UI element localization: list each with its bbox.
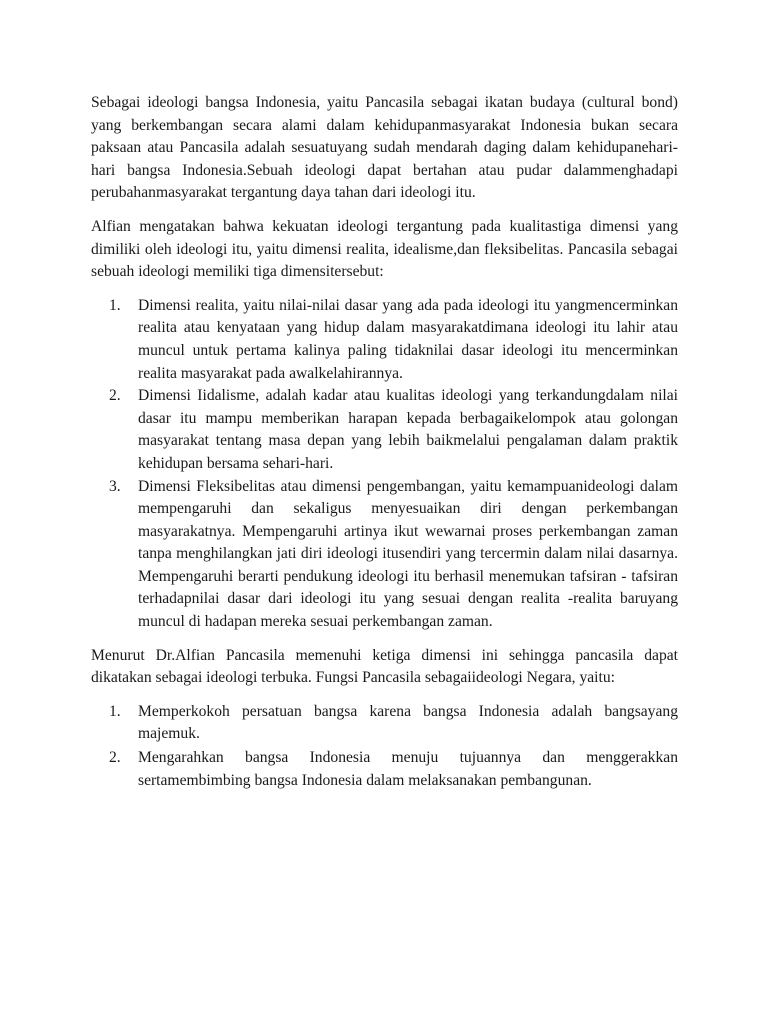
- list-item: [109, 385, 678, 475]
- list-item-number: 1.: [109, 702, 121, 720]
- list-item: [109, 295, 678, 385]
- list-item-number: 3.: [109, 477, 121, 495]
- list-item-text: Dimensi Fleksibelitas atau dimensi pengembangan, yaitu kemampuanideologi dalam mempengaruhi dan sekaligus menyesuaikan diri dengan perkembangan masyarakatnya. Mempengaruhi artinya ikut wewarnai proses perkembangan zaman tanpa menghilangkan jati diri ideologi itusendiri yang tercermin dalam nilai dasarnya. Mempengaruhi berarti pendukung ideologi itu berhasil menemukan tafsiran - tafsiran terhadapnilai dasar dari ideologi itu yang sesuai dengan realita -realita baruyang muncul di hadapan mereka sesuai perkembangan zaman.: [138, 477, 678, 631]
- paragraph-alfian-dimensions: Alfian mengatakan bahwa kekuatan ideologi tergantung pada kualitastiga dimensi yang dimiliki oleh ideologi itu, yaitu dimensi realita, idealisme,dan fleksibelitas. Pancasila sebagai sebuah ideologi memiliki tiga dimensitersebut:: [91, 217, 678, 281]
- document-page: [91, 92, 678, 803]
- list-item-text: Dimensi Iidalisme, adalah kadar atau kualitas ideologi yang terkandungdalam nilai dasar itu mampu memberikan harapan kepada berbagaikelompok atau golongan masyarakat tentang masa depan yang lebih baikmelalui pengalaman dalam praktik kehidupan bersama sehari-hari.: [138, 387, 678, 472]
- list-item-number: 2.: [109, 749, 121, 767]
- list-item-text: Memperkokoh persatuan bangsa karena bangsa Indonesia adalah bangsayang majemuk.: [138, 702, 678, 743]
- list-item-text: Dimensi realita, yaitu nilai-nilai dasar yang ada pada ideologi itu yangmencerminkan realita atau kenyataan yang hidup dalam masyarakatdimana ideologi itu lahir atau muncul untuk pertama kalinya paling tidaknilai dasar ideologi itu mencerminkan realita masyarakat pada awalkelahirannya.: [138, 296, 678, 382]
- list-item: [109, 701, 678, 746]
- list-item: [109, 747, 678, 792]
- function-list: [91, 701, 678, 792]
- dimension-list: [91, 295, 678, 634]
- list-item-number: 1.: [109, 296, 121, 314]
- list-item: [109, 476, 678, 634]
- list-item-text: Mengarahkan bangsa Indonesia menuju tujuannya dan menggerakkan sertamembimbing bangsa Indonesia dalam melaksanakan pembangunan.: [138, 749, 678, 789]
- paragraph-intro: Sebagai ideologi bangsa Indonesia, yaitu Pancasila sebagai ikatan budaya (cultural bond) yang berkembangan secara alami dalam kehidupanmasyarakat Indonesia bukan secara paksaan atau Pancasila adalah sesuatuyang sudah mendarah daging dalam kehidupanehari-hari bangsa Indonesia.Sebuah ideologi dapat bertahan atau pudar dalammenghadapi perubahanmasyarakat tergantung daya tahan dari ideologi itu.: [91, 94, 678, 202]
- paragraph-pancasila-functions: Menurut Dr.Alfian Pancasila memenuhi ketiga dimensi ini sehingga pancasila dapat dikatakan sebagai ideologi terbuka. Fungsi Pancasila sebagaiideologi Negara, yaitu:: [91, 646, 678, 687]
- list-item-number: 2.: [109, 387, 121, 405]
